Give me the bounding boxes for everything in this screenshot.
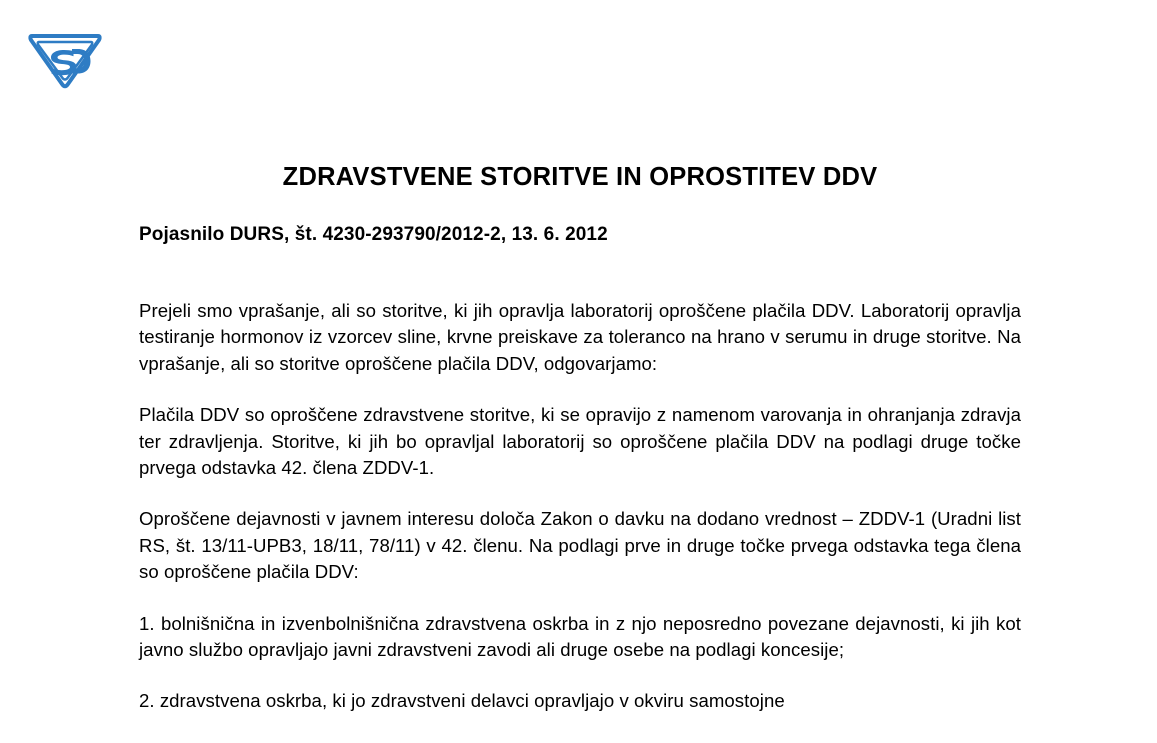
document-subtitle: Pojasnilo DURS, št. 4230-293790/2012-2, 13. 6. 2012 [139,224,608,246]
paragraph: Prejeli smo vprašanje, ali so storitve, ki jih opravlja laboratorij oproščene plačila DDV. Laboratorij opravlja testiranje hormonov iz vzorcev sline, krvne preiskave za toleranco na hrano v serumu in druge storitve. Na vprašanje, ali so storitve oproščene plačila DDV, odgovarjamo: [139,300,1021,374]
document-body [139,246,1021,715]
paragraph: Plačila DDV so oproščene zdravstvene storitve, ki se opravijo z namenom varovanja in ohranjanja zdravja ter zdravljenja. Storitve, ki jih bo opravljal laboratorij so oproščene plačila DDV na podlagi druge točke prvega odstavka 42. člena ZDDV-1. [139,404,1021,478]
document-content [139,0,1021,715]
paragraph-list-item-2: 2. zdravstvena oskrba, ki jo zdravstveni delavci opravljajo v okviru samostojne [139,690,785,712]
page-title: ZDRAVSTVENE STORITVE IN OPROSTITEV DDV [282,163,878,191]
organization-logo-icon [20,28,110,96]
paragraph: Oproščene dejavnosti v javnem interesu določa Zakon o davku na dodano vrednost – ZDDV-1 (Uradni list RS, št. 13/11-UPB3, 18/11, 78/11) v 42. členu. Na podlagi prve in druge točke prvega odstavka tega člena so oproščene plačila DDV: [139,508,1021,583]
paragraph-list-item-1: 1. bolnišnična in izvenbolnišnična zdravstvena oskrba in z njo neposredno povezane dejavnosti, ki jih kot javno službo opravljajo javni zdravstveni zavodi ali druge osebe na podlagi koncesije; [139,612,1021,660]
